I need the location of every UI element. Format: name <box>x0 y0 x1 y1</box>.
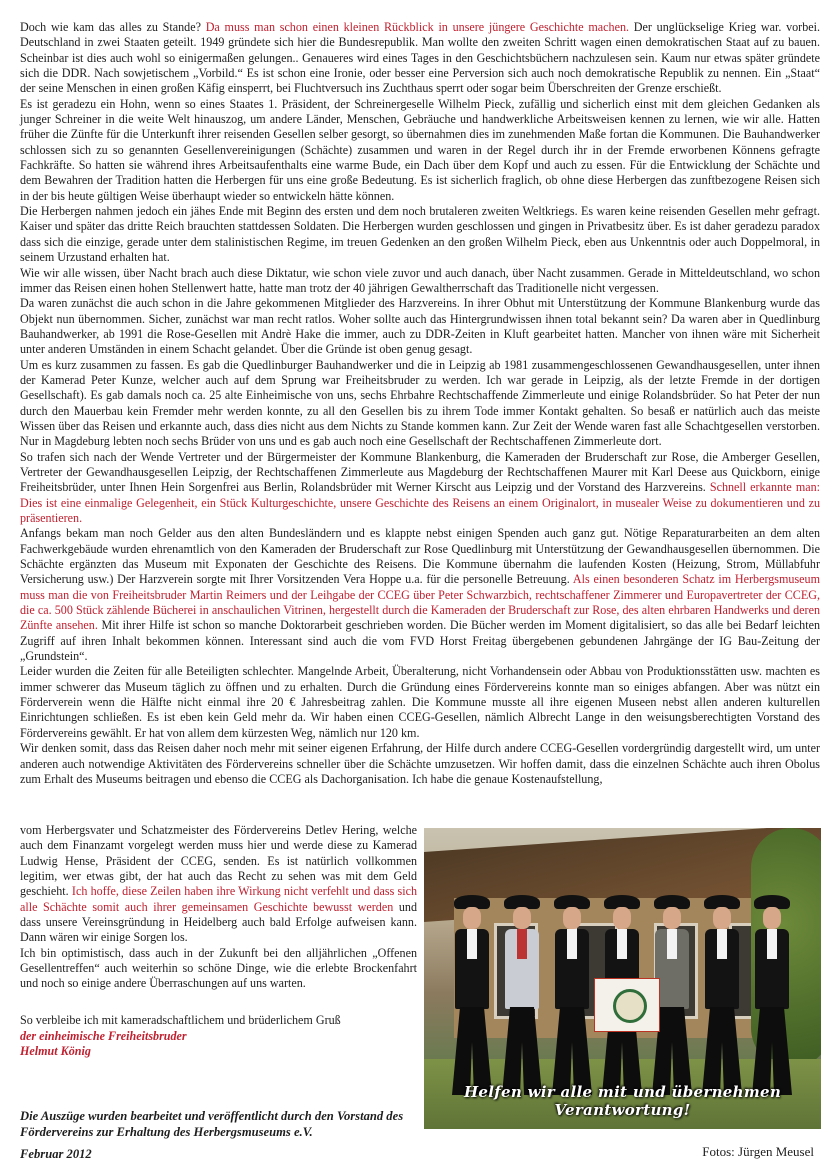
publication-date: Februar 2012 <box>20 1147 92 1161</box>
publication-note: Die Auszüge wurden bearbeitet und veröffentlicht durch den Vorstand des Fördervereins zur Erhaltung des Herbergsmuseums e.V. <box>20 1109 404 1139</box>
closing-greeting <box>20 1013 341 1060</box>
group-photo <box>424 828 821 1129</box>
greeting-line: So verbleibe ich mit kameradschaftlichem und brüderlichem Gruß <box>20 1013 341 1027</box>
text-run: So trafen sich nach der Wende Vertreter und der Bürgermeister der Kommune Blankenburg, die Kameraden der Bruderschaft zur Rose, die Amberger Gesellen, Vertreter der Gewandhausgesellen Leipzig, der Rechtschaffenen Zimmerleute aus Magdeburg der Rechtschaffenen Maurer mit Karl Deese aus Quickborn, einige Freiheitsbrüder, unter Ihnen Hein Sorgenfrei aus Berlin, Rolandsbrüder mit Werner Kirscht aus Leipzig und der Vorstand des Harzvereins. <box>20 449 820 495</box>
text-run: und dass unsere Vereinsgründung in Heidelberg auch bald Erfolge aufweisen kann. Dann wären wir einige Sorgen los. <box>20 899 417 945</box>
paragraph-6: Um es kurz zusammen zu fassen. Es gab die Quedlinburger Bauhandwerker und die in Leipzig ab 1981 zusammengeschlossenen Gewandhausgesellen, unter ihnen der Kamerad Peter Kunze, welcher auch auf dem Sprung war Freiheitsbruder zu werden. Ich war gerade in Leipzig, als der letzte Fremde in der dortigen Gesellschaft). Es gab damals noch ca. 25 alte Einheimische von uns, sechs Ehrbahre Rechtschaffende Zimmerleute und einige Rolandsbrüder. So hat Peter der nun durch den Mauerbau kein Fremder mehr werden konnte, zu all den Gesellen bis zu ihrem Tode immer Kontakt gehalten. So besaß er natürlich auch das meiste Wissen über das Reisen und erkannte auch, dass dies nicht aus dem Nichts zu Stande kommen kann. Zur Zeit der Wende waren fast alle Schachtgesellen verstorben. Nur in Magdeburg lebten noch sechs Brüder von uns und es gab auch noch eine Gesellschaft der Rechtschaffenen Zimmerleute dort. <box>20 357 820 449</box>
paragraph-3: Die Herbergen nahmen jedoch ein jähes Ende mit Beginn des ersten und dem noch brutaleren zweiten Weltkriegs. Es waren keine reisenden Gesellen mehr gefragt. Kaiser und später das dritte Reich brauchten stattdessen Soldaten. Die Herbergen wurden geschlossen und gingen in Privatbesitz über. Es ist daher geradezu paradox dass sich die einzige, gerade unter dem stalinistischen Regime, im treuen Gedenken an den großen Wilhelm Pieck, eben aus Unkenntnis oder auch Doppelmoral, in seinem Urzustand erhalten hat. <box>20 204 820 265</box>
paragraph-10-continued <box>20 823 417 946</box>
photo-person <box>452 895 492 1095</box>
highlight-text: Da muss man schon einen kleinen Rückblick in unsere jüngere Geschichte machen. <box>205 20 630 34</box>
text-run: Mit ihrer Hilfe ist schon so manche Doktorarbeit geschrieben worden. Die Bücher werden im Moment digitalisiert, so das alle bei Bedarf leichten Zugriff auf ihren Inhalt bekommen können. Interessant sind auch die vom FVD Horst Freitag übergebenen gebundenen Jahrgänge der IG Bau-Zeitung der „Grundstein“. <box>20 618 821 664</box>
text-run: Doch wie kam das alles zu Stande? <box>20 20 206 34</box>
signature-name: Helmut König <box>20 1044 91 1058</box>
photo-credit: Fotos: Jürgen Meusel <box>702 1144 814 1159</box>
article-body <box>20 20 820 787</box>
text-run: Anfangs bekam man noch Gelder aus den alten Bundesländern und es klappte nebst einigen Spenden auch ganz gut. Nötige Reparaturarbeiten an dem alten Fachwerkgebäude wurden ehrenamtlich von den Kameraden der Bruderschaft zur Rose Quedlinburg mit Unterstützung der Gewandhausgesellen übernommen. Die Schächte ergänzten das Museum mit Exponaten der Geschichte des Reisens. Die Kommune übernahm die laufenden Kosten (Heizung, Strom, Müllabfuhr Versicherung usw.) Der Harzverein sorgte mit Ihrer Vorsitzenden Vera Hoppe u.a. für die personelle Betreuung. <box>20 526 820 587</box>
photo-caption: Helfen wir alle mit und übernehmen Verantwortung! <box>463 1083 782 1119</box>
photo-person <box>552 895 592 1095</box>
photo-banner <box>594 978 660 1032</box>
article-body-narrow <box>20 823 417 992</box>
emblem-icon <box>613 989 647 1023</box>
photo-person <box>752 895 792 1095</box>
paragraph-2: Es ist geradezu ein Hohn, wenn so eines Staates 1. Präsident, der Schreinergeselle Wilhelm Pieck, zufällig und sicherlich einst mit dem gleichen Gedanken als junger Schreiner in die weite Welt hinauszog, um andere Länder, Menschen, Gebräuche und handwerkliche Arbeitsweisen kennen zu lernen, wie wir alle. Hatten früher die Zünfte für die Unterkunft ihrer reisenden Gesellen selber gesorgt, so übernahmen dies im zunehmenden Maße fortan die Kommunen. Die Bauhandwerker schlossen sich zu so genannten Gesellenvereinigungen (Schächte) zusammen und waren in der Regel durch ihr in der Fremde erworbenen Könnens gefragte Fachkräfte. So hatten sie während ihres Arbeitsaufenthalts eine warme Bude, ein Dach über dem Kopf und auch zu essen. Für die Entwicklung der Schächte und dem Bewahren der Tradition hatten die Herbergen für uns eine große Bedeutung. Es ist sicherlich fraglich, ob ohne diese Herbergen das zunftbezogene Reisen sich in der bis heute gültigen Weise überhaupt wieder so entwickeln hätte können. <box>20 96 820 203</box>
paragraph-5: Da waren zunächst die auch schon in die Jahre gekommenen Mitglieder des Harzvereins. In ihrer Obhut mit Unterstützung der Kommune Blankenburg wurde das Objekt nun übernommen. Sicher, zunächst war man recht ratlos. Woher sollte auch das Hintergrundwissen ihnen total bekannt sein? Da waren aber in Quedlinburg Bauhandwerker, ab 1991 die Rose-Gesellen mit Andrè Hake die immer, auch zu DDR-Zeiten in Kluft gearbeitet hatten. Mancher von ihnen wäre mit Sicherheit unter anderen Umständen in einem Schacht gelandet. Über die Gründe ist oben genug gesagt. <box>20 296 820 357</box>
paragraph-11: Ich bin optimistisch, dass auch in der Zukunft bei den alljährlichen „Offenen Gesellentreffen“ auch weiterhin so schöne Dinge, wie die erlebte Brockenfahrt und noch so einige andere Überraschungen auf uns warten. <box>20 945 417 991</box>
signature-title: der einheimische Freiheitsbruder <box>20 1028 187 1043</box>
paragraph-10: Wir denken somit, dass das Reisen daher noch mehr mit seiner eigenen Erfahrung, der Hilfe durch andere CCEG-Gesellen vordergründig dargestellt wird, um unter anderen auch notwendige Aktivitäten des Fördervereins schneller über die Schächte umzusetzen. Wir hoffen damit, dass die einzelnen Schächte auch ihren Obolus zum Erhalt des Museums beitragen und ebenso die CCEG als Dachorganisation. Ich habe die genaue Kostenaufstellung, <box>20 741 820 786</box>
paragraph-1 <box>20 20 820 97</box>
paragraph-7 <box>20 450 820 527</box>
text-run: vom Herbergsvater und Schatzmeister des Fördervereins Detlev Hering, welche auch dem Finanzamt vorgelegt werden muss hier und werde diese zu Kamerad Ludwig Hense, Präsident der CCEG, senden. Es ist natürlich vollkommen legitim, wer etwas gibt, der hat auch das Recht zu sehen was mit dem Geld geschieht. <box>20 823 417 899</box>
photo-person <box>702 895 742 1095</box>
paragraph-8 <box>20 526 820 664</box>
paragraph-9: Leider wurden die Zeiten für alle Beteiligten schlechter. Mangelnde Arbeit, Überalterung, nicht Vorhandensein oder Abbau von Produktionsstätten usw. machten es immer schwerer das Museum täglich zu öffnen und zu erhalten. Durch die Gründung eines Fördervereins konnte man so einiges abfangen. Aber was nützt ein Förderverein wenn die Hälfte nicht einmal ihre 20 € Jahresbeitrag zahlen. Die Kommune musste all ihre eigenen Museen nebst allen anderen kulturellen Einrichtungen schließen. Es ist eben kein Geld mehr da. Wir haben einen CCEG-Gesellen, nämlich Albrecht Lange in den weisungsberechtigten Vorstand des Fördervereins gewählt. Er hat von allem dem kürzesten Weg, nämlich nur 120 km. <box>20 664 820 740</box>
photo-person <box>502 895 542 1095</box>
highlight-text: Ich hoffe, diese Zeilen haben ihre Wirkung nicht verfehlt und dass sich alle Schächte somit auch ihrer gemeinsamen Geschichte bewusst werden <box>20 884 418 914</box>
highlight-text: Als einen besonderen Schatz im Herbergsmuseum muss man die von Freiheitsbruder Martin Reimers und der Leihgabe der CCEG über Peter Schwarzbich, rechtschaffener Zimmerer und Europavertreter der CCEG, die ca. 500 Stück zählende Bücherei in anschaulichen Vitrinen, hergestellt durch die Kameraden der Bruderschaft zur Rose, des alten ehrbaren Handwerks und deren Zünfte ansehen. <box>20 572 820 633</box>
text-run: Der unglückselige Krieg war. vorbei. Deutschland in zwei Staaten geteilt. 1949 gründete sich hier die Bundesrepublik. Man wollte den zweiten Schritt wagen einen demokratischen Staat auf zu bauen. Scheinbar ist dies auch wohl so einigermaßen gelungen.. Genaueres wird eines Tages in den Geschichtsbüchern nachzulesen sein. Kaum nur etwas später gründete sich die DDR. Nach sowjetischem „Vorbild.“ Es ist schon eine Ironie, oder besser eine Perversion sich auch noch demokratische Republik zu nennen. Ein „Staat“ der seine Menschen in einen großen Käfig einsperrt, bei Fluchtversuch ins Zuchthaus sperrt oder sogar beim Überschreiten der Grenze erschießt. <box>20 20 821 96</box>
highlight-text: Schnell erkannte man: Dies ist eine einmalige Gelegenheit, ein Stück Kulturgeschichte, unsere Geschichte des Reisens an einem Originalort, in musealer Weise zu dokumentieren und zu präsentieren. <box>20 480 820 525</box>
paragraph-4: Wie wir alle wissen, über Nacht brach auch diese Diktatur, wie schon viele zuvor und auch danach, über Nacht zusammen. Gerade in Mitteldeutschland, wo schon immer das Reisen einen hohen Stellenwert hatte, hatte man trotz der 40 jährigen Gewaltherrschaft das Traditionelle nicht vergessen. <box>20 265 820 295</box>
